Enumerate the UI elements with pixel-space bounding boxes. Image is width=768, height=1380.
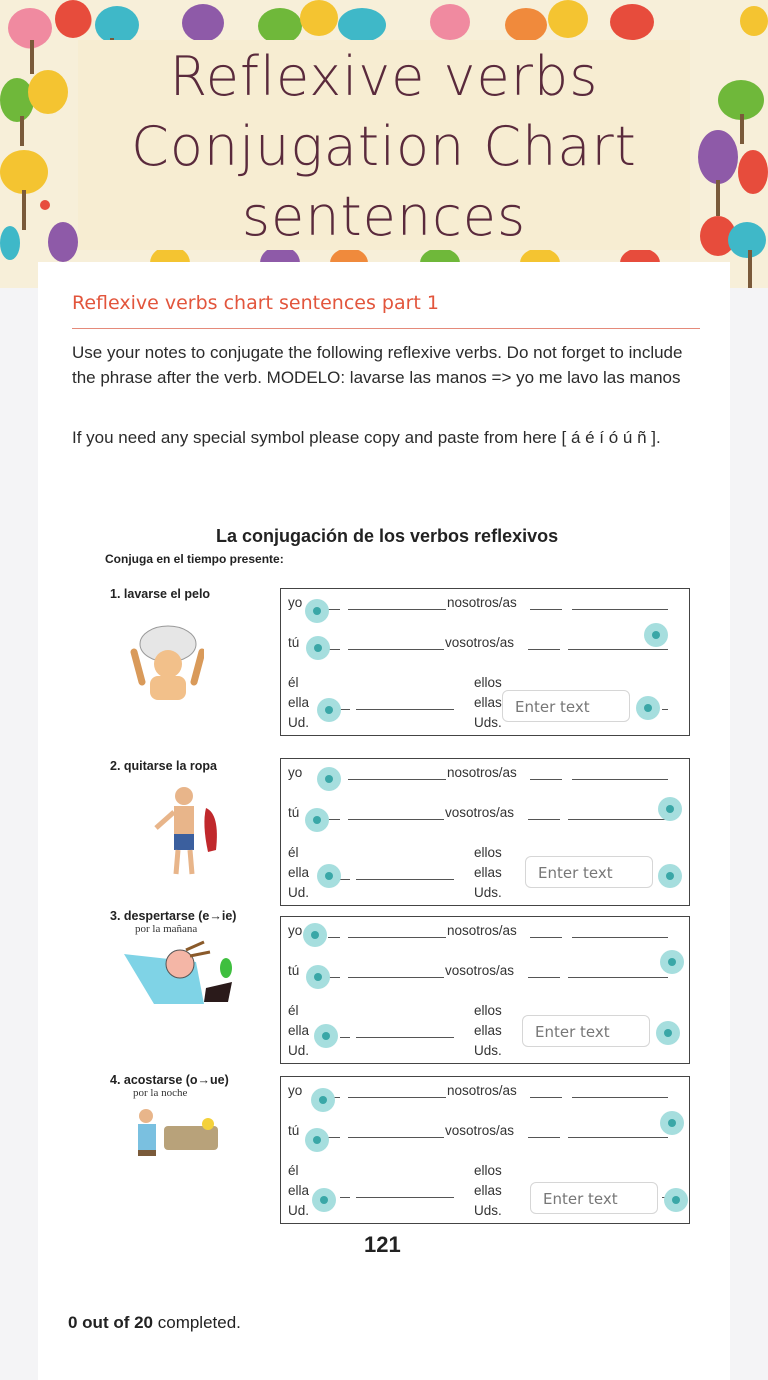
tree-decoration [505,8,547,42]
tree-decoration [300,0,338,36]
instructions-text: Use your notes to conjugate the following reflexive verbs. Do not forget to include the phrase after the verb. MODELO: lavarse las manos => yo me lavo las manos [72,343,683,387]
pronoun-vosotros: vosotros/as [445,1123,515,1138]
answer-line [356,879,454,880]
pronoun-yo: yo [288,923,303,938]
pronoun-nosotros: nosotros/as [447,765,517,780]
pronoun-el: él [288,1003,299,1018]
answer-line [572,609,668,610]
pronoun-tu: tú [288,635,300,650]
answer-hotspot-2-1[interactable] [317,767,341,791]
answer-hotspot-3-3[interactable] [314,1024,338,1048]
pronoun-ellos: ellos [474,1003,502,1018]
answer-hotspot-1-1[interactable] [305,599,329,623]
pronoun-yo: yo [288,1083,303,1098]
answer-line [340,1037,350,1038]
answer-input-4[interactable]: Enter text [530,1182,658,1214]
answer-line [528,977,560,978]
completion-status [68,1313,241,1333]
pronoun-yo: yo [288,595,303,610]
pronoun-ellas: ellas [474,1023,502,1038]
answer-line [568,1137,668,1138]
answer-line [348,1137,444,1138]
waking-up-picture [124,938,234,1006]
answer-hotspot-2-2[interactable] [305,808,329,832]
question-4-sub: por la noche [133,1087,188,1099]
pronoun-ella: ella [288,695,310,710]
answer-line [356,1197,454,1198]
completed-count: 0 out of 20 [68,1313,154,1332]
answer-line [572,937,668,938]
section-divider [72,328,700,329]
tree-decoration [0,226,20,260]
pronoun-nosotros: nosotros/as [447,1083,517,1098]
answer-input-2[interactable]: Enter text [525,856,653,888]
answer-line [528,1137,560,1138]
tree-decoration [548,0,588,38]
answer-hotspot-1-5[interactable] [644,623,668,647]
answer-hotspot-3-1[interactable] [303,923,327,947]
pronoun-uds: Uds. [474,715,502,730]
answer-line [348,779,446,780]
answer-hotspot-2-5[interactable] [658,797,682,821]
tree-trunk [20,116,24,146]
pronoun-el: él [288,845,299,860]
answer-hotspot-1-4[interactable] [636,696,660,720]
answer-line [328,609,340,610]
answer-hotspot-4-5[interactable] [660,1111,684,1135]
answer-hotspot-3-2[interactable] [306,965,330,989]
answer-line [530,779,562,780]
answer-line [530,937,562,938]
answer-hotspot-4-1[interactable] [311,1088,335,1112]
pronoun-ella: ella [288,865,310,880]
answer-hotspot-4-2[interactable] [305,1128,329,1152]
answer-hotspot-4-4[interactable] [664,1188,688,1212]
tree-decoration [28,70,68,114]
tree-decoration [430,4,470,40]
completed-suffix: completed. [153,1313,241,1332]
tree-decoration [338,8,386,42]
answer-hotspot-4-3[interactable] [312,1188,336,1212]
pronoun-vosotros: vosotros/as [445,635,515,650]
tree-decoration [95,6,139,44]
answer-line [528,649,560,650]
pronoun-tu: tú [288,805,300,820]
answer-line [572,779,668,780]
section-title: Reflexive verbs chart sentences part 1 [72,292,440,314]
pronoun-ud: Ud. [288,1043,310,1058]
pronoun-vosotros: vosotros/as [445,963,515,978]
tree-trunk [30,40,34,74]
answer-line [568,819,668,820]
pronoun-ud: Ud. [288,715,310,730]
tree-decoration [40,200,50,210]
answer-line [356,1037,454,1038]
answer-line [662,709,668,710]
symbols-note: If you need any special symbol please copy and paste from here [ á é í ó ú ñ ]. [72,428,661,447]
pronoun-ellos: ellos [474,845,502,860]
answer-line [348,977,444,978]
answer-line [348,649,444,650]
question-3-label: 3. despertarse (e→ie) [110,909,237,923]
answer-line [340,709,350,710]
washing-hair-picture [128,622,204,702]
answer-hotspot-2-4[interactable] [658,864,682,888]
pronoun-uds: Uds. [474,1203,502,1218]
worksheet-title: La conjugación de los verbos reflexivos [216,526,559,546]
title-box [78,40,690,250]
tree-trunk [740,114,744,144]
answer-line [348,937,446,938]
pronoun-yo: yo [288,765,303,780]
header-banner [0,0,768,288]
pronoun-ella: ella [288,1183,310,1198]
answer-line [348,819,444,820]
pronoun-uds: Uds. [474,885,502,900]
tree-decoration [698,130,738,184]
pronoun-ellas: ellas [474,695,502,710]
pronoun-ella: ella [288,1023,310,1038]
answer-line [340,1197,350,1198]
answer-line [348,609,446,610]
answer-hotspot-3-5[interactable] [660,950,684,974]
tree-decoration [728,222,766,258]
pronoun-nosotros: nosotros/as [447,595,517,610]
pronoun-el: él [288,675,299,690]
tree-trunk [748,250,752,288]
tree-decoration [55,0,91,38]
answer-line [328,819,340,820]
pronoun-vosotros: vosotros/as [445,805,515,820]
answer-line [530,1097,562,1098]
question-2-label: 2. quitarse la ropa [110,759,217,773]
pronoun-ellos: ellos [474,675,502,690]
pronoun-ellas: ellas [474,1183,502,1198]
worksheet-page-number: 121 [364,1232,401,1257]
pronoun-tu: tú [288,1123,300,1138]
answer-line [328,937,340,938]
pronoun-ud: Ud. [288,885,310,900]
tree-decoration [738,150,768,194]
answer-hotspot-1-2[interactable] [306,636,330,660]
tree-decoration [610,4,654,40]
answer-line [528,819,560,820]
answer-line [530,609,562,610]
answer-hotspot-2-3[interactable] [317,864,341,888]
tree-decoration [182,4,224,42]
question-1-label: 1. lavarse el pelo [110,587,211,601]
tree-trunk [22,190,26,230]
question-4-label: 4. acostarse (o→ue) [110,1073,229,1087]
going-to-bed-picture [134,1104,224,1158]
tree-decoration [0,150,48,194]
pronoun-nosotros: nosotros/as [447,923,517,938]
page-title: Reflexive verbs Conjugation Chart sentences [131,45,637,248]
tree-trunk [716,180,720,216]
answer-line [348,1097,446,1098]
answer-line [356,709,454,710]
answer-line [328,1137,340,1138]
answer-input-1[interactable]: Enter text [502,690,630,722]
answer-hotspot-3-4[interactable] [656,1021,680,1045]
answer-input-3[interactable]: Enter text [522,1015,650,1047]
answer-line [568,649,668,650]
removing-clothes-picture [150,784,226,878]
pronoun-el: él [288,1163,299,1178]
tree-decoration [740,6,768,36]
pronoun-tu: tú [288,963,300,978]
pronoun-ellos: ellos [474,1163,502,1178]
pronoun-ellas: ellas [474,865,502,880]
pronoun-ud: Ud. [288,1203,310,1218]
pronoun-uds: Uds. [474,1043,502,1058]
tree-decoration [258,8,302,44]
answer-line [568,977,668,978]
answer-line [572,1097,668,1098]
question-3-sub: por la mañana [135,923,198,935]
tree-decoration [48,222,78,262]
answer-hotspot-1-3[interactable] [317,698,341,722]
answer-line [340,879,350,880]
worksheet-subtitle: Conjuga en el tiempo presente: [105,552,284,566]
